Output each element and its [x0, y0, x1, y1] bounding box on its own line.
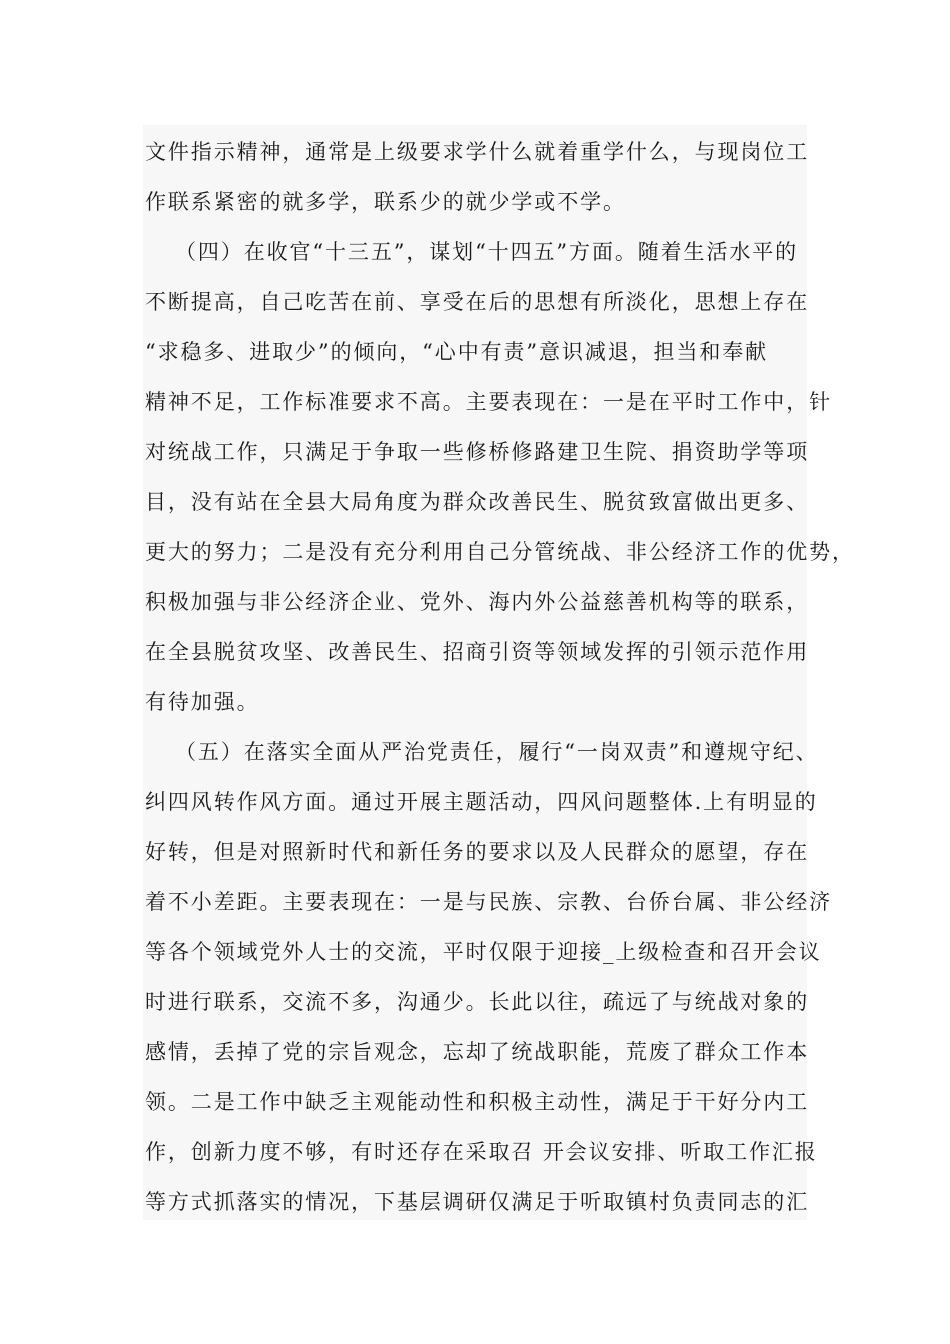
- text-line: 文件指示精神，通常是上级要求学什么就着重学什么，与现岗位工: [145, 140, 810, 164]
- text-line: 感情，丢掉了党的宗旨观念，忘却了统战职能，荒废了群众工作本: [145, 1040, 810, 1064]
- text-line: “求稳多、进取少”的倾向，“心中有责”意识减退，担当和奉献: [145, 340, 769, 364]
- text-line: 对统战工作，只满足于争取一些修桥修路建卫生院、捐资助学等项: [145, 440, 810, 464]
- text-line: 领。二是工作中缺乏主观能动性和积极主动性，满足于干好分内工: [145, 1090, 810, 1114]
- text-line: 目，没有站在全县大局角度为群众改善民生、脱贫致富做出更多、: [145, 490, 810, 514]
- text-line: 好转，但是对照新时代和新任务的要求以及人民群众的愿望，存在: [145, 840, 810, 864]
- section-heading-5: （五）在落实全面从严治党责任，履行“一岗双责”和遵规守纪、: [175, 740, 819, 764]
- text-line: 精神不足，工作标准要求不高。主要表现在：一是在平时工作中，针: [145, 390, 832, 414]
- text-line: 等方式抓落实的情况，下基层调研仅满足于听取镇村负责同志的汇: [145, 1190, 810, 1214]
- text-line: 作，创新力度不够，有时还存在采取召 开会议安排、听取工作汇报: [145, 1140, 818, 1164]
- text-line: 时进行联系，交流不多，沟通少。长此以往，疏远了与统战对象的: [145, 990, 810, 1014]
- text-line: 有待加强。: [145, 690, 260, 714]
- text-line: 着不小差距。主要表现在：一是与民族、宗教、台侨台属、非公经济: [145, 890, 832, 914]
- text-line: 在全县脱贫攻坚、改善民生、招商引资等领域发挥的引领示范作用: [145, 640, 810, 664]
- text-line: 积极加强与非公经济企业、党外、海内外公益慈善机构等的联系，: [145, 590, 810, 614]
- text-line: 更大的努力；二是没有充分利用自己分管统战、非公经济工作的优势，: [145, 540, 855, 564]
- section-heading-4: （四）在收官“十三五”，谋划“十四五”方面。随着生活水平的: [175, 240, 799, 264]
- text-line: 作联系紧密的就多学，联系少的就少学或不学。: [145, 190, 626, 214]
- text-line: 纠四风转作风方面。通过开展主题活动，四风问题整体.上有明显的: [145, 790, 818, 814]
- text-line: 等各个领域党外人士的交流，平时仅限于迎接_上级检查和召开会议: [145, 940, 822, 964]
- text-line: 不断提高，自己吃苦在前、享受在后的思想有所淡化，思想上存在: [145, 290, 810, 314]
